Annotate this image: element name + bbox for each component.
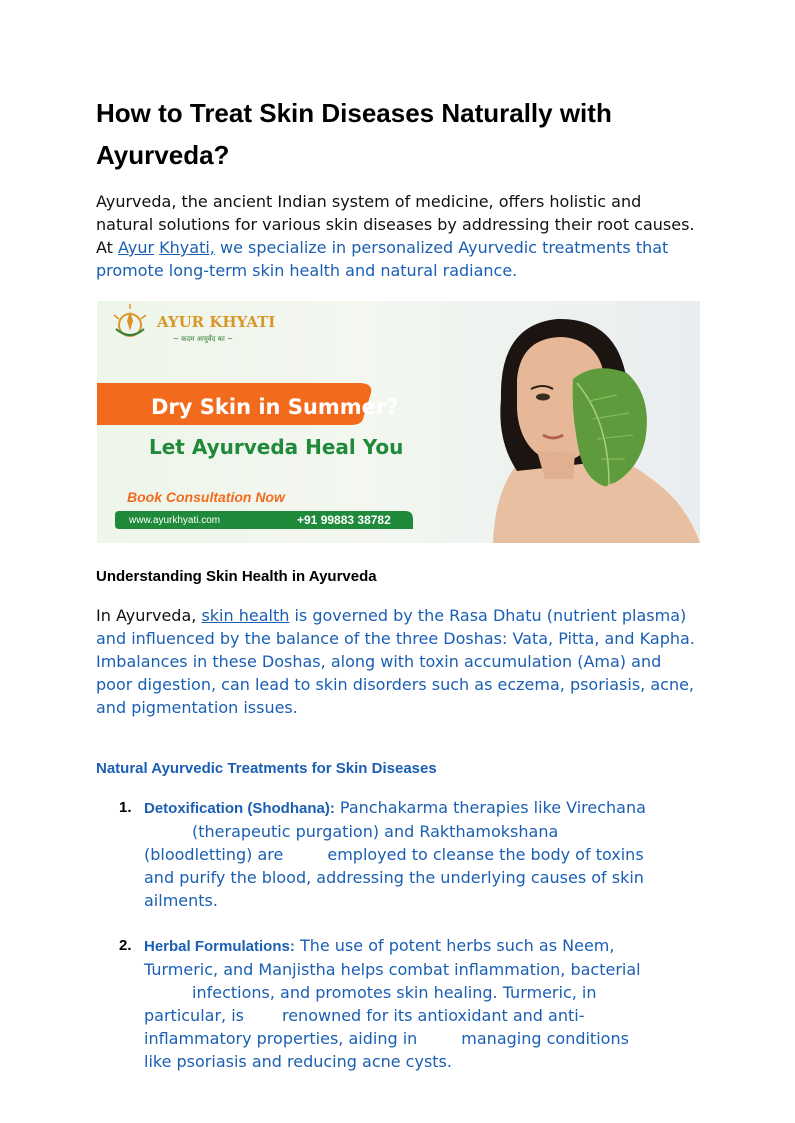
list-item-text: particular, is: [144, 1006, 244, 1025]
para-lead: In Ayurveda,: [96, 606, 202, 625]
list-item-text: The use of potent herbs such as Neem,: [294, 936, 615, 955]
list-item-text: (bloodletting) are: [144, 845, 284, 864]
list-item-text: (therapeutic purgation) and Rakthamokshana: [192, 822, 559, 841]
list-item-text: renowned for its antioxidant and anti-: [281, 1006, 585, 1025]
list-number: 2.: [119, 937, 132, 954]
skin-health-paragraph: [96, 604, 696, 719]
ayur-link[interactable]: Ayur: [118, 238, 155, 257]
banner-artwork: [97, 301, 700, 543]
section-heading-treatments: Natural Ayurvedic Treatments for Skin Diseases: [96, 760, 437, 777]
banner-tagline: ~ कदम आयुर्वेद का ~: [173, 335, 233, 343]
list-item-text: ailments.: [144, 891, 218, 910]
banner-website: www.ayurkhyati.com: [129, 515, 221, 526]
skin-health-link[interactable]: skin health: [201, 606, 290, 625]
intro-text-after: we specialize in personalized Ayurvedic treatments that promote long-term skin health and natural radiance.: [96, 238, 669, 280]
para-text-2: Imbalances in these Doshas, along with toxin accumulation (Ama) and poor digestion, can lead to skin disorders such as eczema, psoriasis, acne, and pigmentation issues.: [96, 652, 695, 717]
woman-with-leaf-image: [493, 319, 700, 543]
list-item-text: and purify the blood, addressing the underlying causes of skin: [144, 868, 644, 887]
list-item: [119, 934, 700, 1073]
banner-brand: AYUR KHYATI: [157, 313, 276, 331]
ayur-khyati-logo-icon: [114, 304, 146, 336]
page-title: How to Treat Skin Diseases Naturally with Ayurveda?: [96, 98, 612, 170]
section-heading-skin-health: Understanding Skin Health in Ayurveda: [96, 568, 377, 585]
list-item-label: Herbal Formulations:: [144, 938, 295, 955]
list-item-text: Turmeric, and Manjistha helps combat inflammation, bacterial: [144, 960, 641, 979]
khyati-link[interactable]: Khyati,: [159, 238, 215, 257]
banner-cta: Book Consultation Now: [127, 489, 285, 505]
banner-phone: +91 99883 38782: [297, 513, 391, 527]
banner-headline-2: Let Ayurveda Heal You: [149, 435, 404, 459]
list-item-text: Panchakarma therapies like Virechana: [334, 798, 646, 817]
banner-headline-1: Dry Skin in Summer?: [151, 395, 399, 419]
list-item-text: managing conditions: [461, 1029, 629, 1048]
para-text-1: is governed by the Rasa Dhatu (nutrient plasma) and influenced by the balance of the three Doshas: Vata, Pitta, and Kapha.: [96, 606, 695, 648]
intro-text: Ayurveda, the ancient Indian system of medicine, offers holistic and natural solutions for various skin diseases by addressing their root causes. At: [96, 192, 695, 257]
list-item-text: inflammatory properties, aiding in: [144, 1029, 418, 1048]
list-item-text: infections, and promotes skin healing. Turmeric, in: [192, 983, 597, 1002]
list-item-label: Detoxification (Shodhana):: [144, 800, 335, 817]
intro-paragraph: [96, 190, 696, 282]
list-item: [119, 796, 700, 912]
list-item-text: like psoriasis and reducing acne cysts.: [144, 1052, 452, 1071]
list-item-text: employed to cleanse the body of toxins: [327, 845, 644, 864]
promo-banner[interactable]: [97, 301, 700, 543]
list-number: 1.: [119, 799, 132, 816]
